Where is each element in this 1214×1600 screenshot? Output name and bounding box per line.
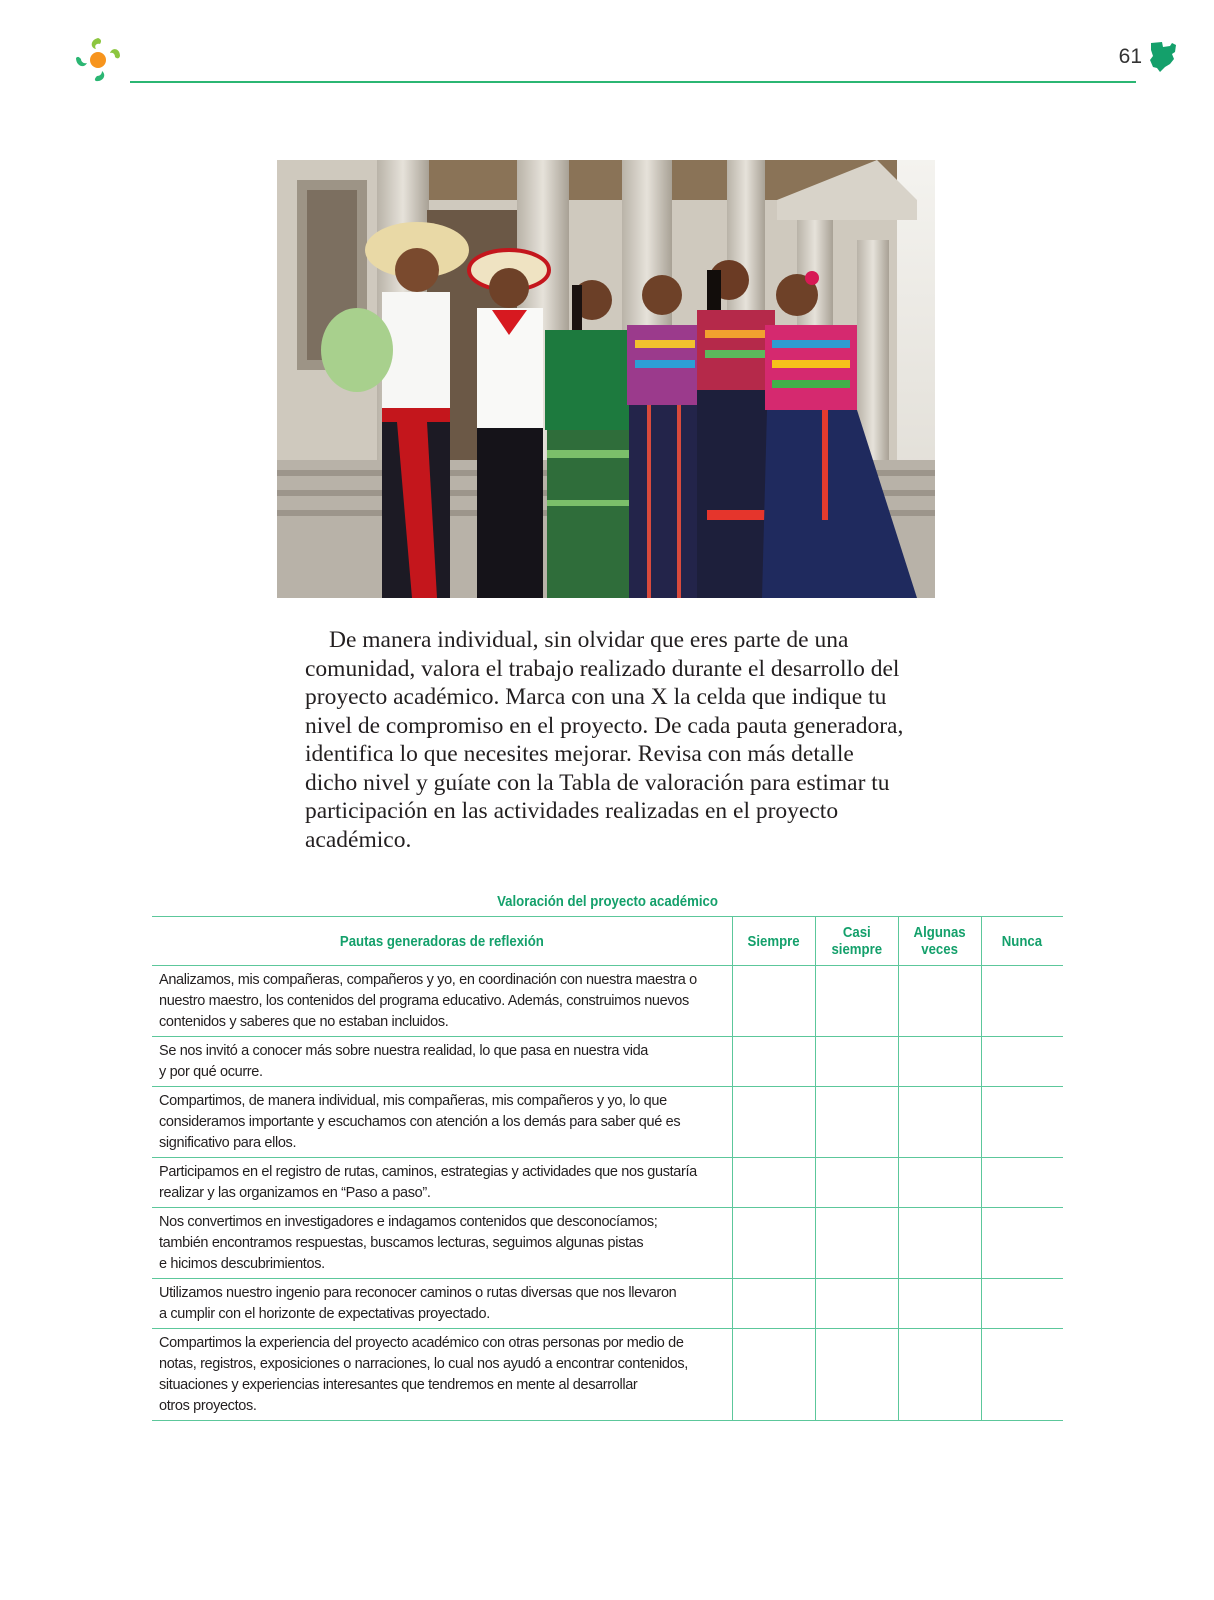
cell-algunas-veces[interactable] xyxy=(898,1087,981,1158)
cell-algunas-veces[interactable] xyxy=(898,1037,981,1087)
criterion-text: Se nos invitó a conocer más sobre nuestra realidad, lo que pasa en nuestra vida y por qué ocurre. xyxy=(152,1037,732,1087)
cell-siempre[interactable] xyxy=(732,1279,815,1329)
cell-siempre[interactable] xyxy=(732,1087,815,1158)
header-rule xyxy=(130,81,1136,83)
criterion-text: Participamos en el registro de rutas, caminos, estrategias y actividades que nos gustaría realizar y las organizamos en “Paso a paso”. xyxy=(152,1158,732,1208)
cell-casi-siempre[interactable] xyxy=(815,1329,898,1421)
cell-algunas-veces[interactable] xyxy=(898,1208,981,1279)
table-row xyxy=(152,1158,1063,1208)
table-row xyxy=(152,966,1063,1037)
header-siempre: Siempre xyxy=(732,917,815,966)
cell-nunca[interactable] xyxy=(981,1208,1063,1279)
rubric-table xyxy=(152,916,1063,1421)
criterion-text: Compartimos, de manera individual, mis compañeras, mis compañeros y yo, lo que consideramos importante y escuchamos con atención a los demás para saber qué es significativo para ellos. xyxy=(152,1087,732,1158)
cell-nunca[interactable] xyxy=(981,1279,1063,1329)
cell-siempre[interactable] xyxy=(732,1329,815,1421)
table-row xyxy=(152,1037,1063,1087)
flower-logo-icon xyxy=(72,34,124,84)
table-caption: Valoración del proyecto académico xyxy=(497,893,718,910)
table-row xyxy=(152,1208,1063,1279)
criterion-text: Analizamos, mis compañeras, compañeros y yo, en coordinación con nuestra maestra o nuestro maestro, los contenidos del programa educativo. Además, construimos nuevos contenidos y saberes que no estaban incluidos. xyxy=(152,966,732,1037)
cell-algunas-veces[interactable] xyxy=(898,966,981,1037)
guatemala-map-icon xyxy=(1148,40,1178,74)
header-nunca: Nunca xyxy=(981,917,1063,966)
criterion-text: Nos convertimos en investigadores e indagamos contenidos que desconocíamos; también encontramos respuestas, buscamos lecturas, seguimos algunas pistas e hicimos descubrimientos. xyxy=(152,1208,732,1279)
cell-casi-siempre[interactable] xyxy=(815,966,898,1037)
header-algunas-veces: Algunas veces xyxy=(898,917,981,966)
criterion-text: Compartimos la experiencia del proyecto académico con otras personas por medio de notas, registros, exposiciones o narraciones, lo cual nos ayudó a encontrar contenidos, situaciones y experiencias interesantes que tendremos en mente al desarrollar otros proyectos. xyxy=(152,1329,732,1421)
table-row xyxy=(152,1279,1063,1329)
cell-algunas-veces[interactable] xyxy=(898,1279,981,1329)
page-number: 61 xyxy=(1118,45,1142,68)
cell-nunca[interactable] xyxy=(981,1087,1063,1158)
cell-casi-siempre[interactable] xyxy=(815,1279,898,1329)
table-row xyxy=(152,1087,1063,1158)
cell-casi-siempre[interactable] xyxy=(815,1208,898,1279)
cell-algunas-veces[interactable] xyxy=(898,1329,981,1421)
cell-nunca[interactable] xyxy=(981,966,1063,1037)
cell-nunca[interactable] xyxy=(981,1037,1063,1087)
criterion-text: Utilizamos nuestro ingenio para reconocer caminos o rutas diversas que nos llevaron a cumplir con el horizonte de expectativas proyectado. xyxy=(152,1279,732,1329)
cell-siempre[interactable] xyxy=(732,1037,815,1087)
cell-casi-siempre[interactable] xyxy=(815,1037,898,1087)
cell-nunca[interactable] xyxy=(981,1329,1063,1421)
cell-casi-siempre[interactable] xyxy=(815,1087,898,1158)
cell-casi-siempre[interactable] xyxy=(815,1158,898,1208)
header-casi-siempre: Casi siempre xyxy=(815,917,898,966)
cell-algunas-veces[interactable] xyxy=(898,1158,981,1208)
table-header-row xyxy=(152,917,1063,966)
intro-paragraph: De manera individual, sin olvidar que eres parte de una comunidad, valora el trabajo realizado durante el desarrollo del proyecto académico. Marca con una X la celda que indique tu nivel de compromiso en el proyecto. De cada pauta generadora, identifica lo que necesites mejorar. Revisa con más detalle dicho nivel y guíate con la Tabla de valoración para estimar tu participación en las actividades realizadas en el proyecto académico. xyxy=(305,627,904,853)
cell-siempre[interactable] xyxy=(732,966,815,1037)
header-criteria: Pautas generadoras de reflexión xyxy=(152,917,732,966)
students-photo xyxy=(277,160,935,598)
table-row xyxy=(152,1329,1063,1421)
cell-siempre[interactable] xyxy=(732,1158,815,1208)
cell-nunca[interactable] xyxy=(981,1158,1063,1208)
cell-siempre[interactable] xyxy=(732,1208,815,1279)
